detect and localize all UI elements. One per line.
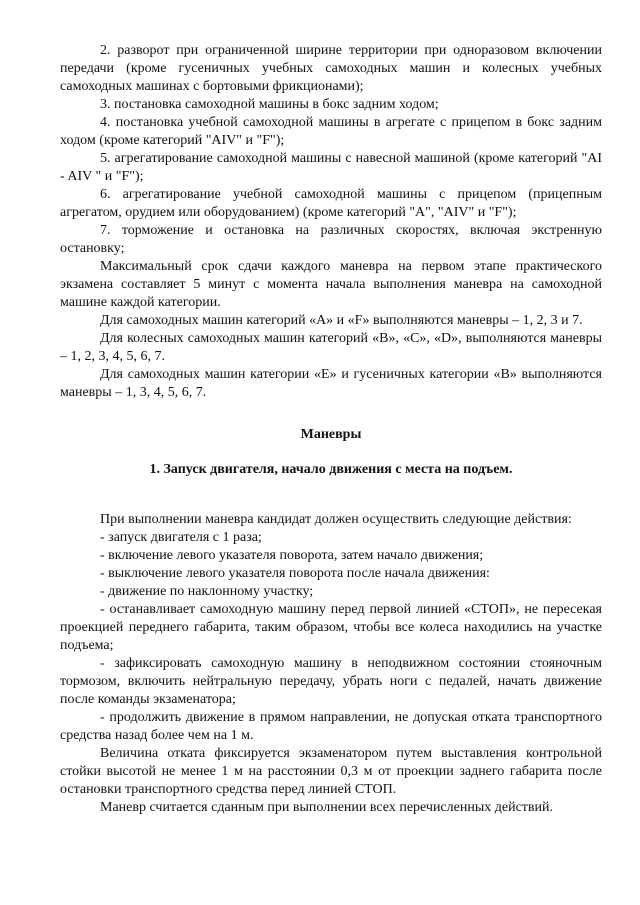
time-limit-paragraph: Максимальный срок сдачи каждого маневра на первом этапе практического экзамена составляет 5 минут с момента начала выполнения маневра на самоходной машине каждой категории.: [60, 259, 602, 310]
maneuver-intro: При выполнении маневра кандидат должен осуществить следующие действия:: [100, 512, 572, 527]
maneuver-title: 1. Запуск двигателя, начало движения с места на подъем.: [149, 462, 513, 477]
maneuver-step: - включение левого указателя поворота, затем начало движения;: [100, 548, 484, 563]
intro-item-4: 4. постановка учебной самоходной машины в агрегате с прицепом в бокс задним ходом (кроме категорий "AIV" и "F");: [60, 115, 602, 148]
text-column: [60, 42, 602, 817]
section-title: Маневры: [300, 427, 362, 442]
rollback-note: Величина отката фиксируется экзаменатором путем выставления контрольной стойки высотой не менее 1 м на расстоянии 0,3 м от проекции заднего габарита после остановки транспортного средства перед линией СТОП.: [60, 746, 602, 797]
intro-item-7: 7. торможение и остановка на различных скоростях, включая экстренную остановку;: [60, 223, 602, 256]
categories-b-c-d-paragraph: Для колесных самоходных машин категорий «В», «С», «D», выполняются маневры – 1, 2, 3, 4, 5, 6, 7.: [60, 331, 602, 364]
maneuver-step: - зафиксировать самоходную машину в неподвижном состоянии стояночным тормозом, включить нейтральную передачу, убрать ноги с педалей, начать движение после команды экзаменатора;: [60, 656, 602, 707]
maneuver-step: - запуск двигателя с 1 раза;: [100, 530, 262, 545]
pass-criteria-note: Маневр считается сданным при выполнении всех перечисленных действий.: [100, 800, 553, 815]
maneuver-step: - продолжить движение в прямом направлении, не допуская отката транспортного средства назад более чем на 1 м.: [60, 710, 602, 743]
maneuver-step: - останавливает самоходную машину перед первой линией «СТОП», не пересекая проекцией переднего габарита, таким образом, чтобы все колеса находились на участке подъема;: [60, 602, 602, 653]
intro-item-5: 5. агрегатирование самоходной машины с навесной машиной (кроме категорий "AI - AIV " и "F");: [60, 151, 602, 184]
categories-a-f-paragraph: Для самоходных машин категорий «А» и «F» выполняются маневры – 1, 2, 3 и 7.: [100, 313, 583, 328]
intro-item-6: 6. агрегатирование учебной самоходной машины с прицепом (прицепным агрегатом, орудием или оборудованием) (кроме категорий "A", "AIV" и "F");: [60, 187, 602, 220]
intro-item-2: 2. разворот при ограниченной ширине территории при одноразовом включении передачи (кроме гусеничных учебных самоходных машин и колесных учебных самоходных машинах с бортовыми фрикционами);: [60, 43, 602, 94]
maneuver-step: - выключение левого указателя поворота после начала движения:: [100, 566, 490, 581]
maneuver-step: - движение по наклонному участку;: [100, 584, 314, 599]
categories-e-b-paragraph: Для самоходных машин категории «E» и гусеничных категории «В» выполняются маневры – 1, 3, 4, 5, 6, 7.: [60, 367, 602, 400]
intro-item-3: 3. постановка самоходной машины в бокс задним ходом;: [100, 97, 439, 112]
